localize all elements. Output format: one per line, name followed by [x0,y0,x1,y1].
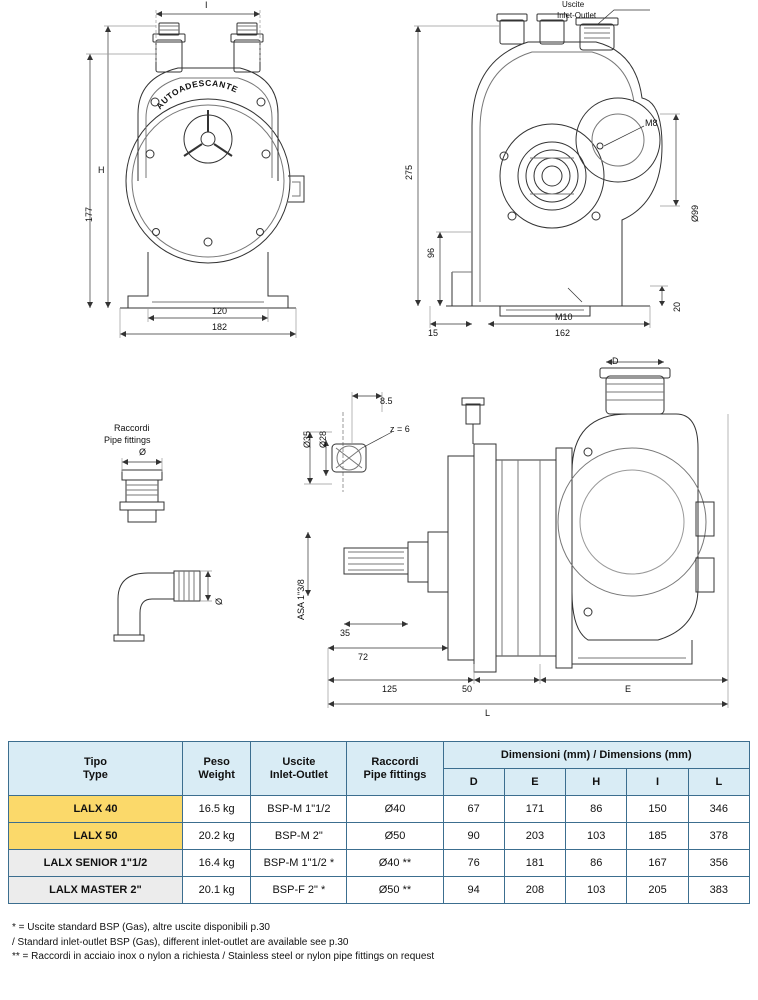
header-L: L [688,769,749,796]
header-E: E [504,769,565,796]
dim-E-label: E [625,684,632,694]
header-outlet [251,742,347,796]
cell-E: 203 [504,823,565,850]
cell-outlet: BSP-M 2" [251,823,347,850]
dim-I-label: I [205,0,208,10]
cell-E: 181 [504,850,565,877]
cell-H: 103 [566,823,627,850]
svg-text:AUTOADESCANTE: AUTOADESCANTE [153,77,240,111]
cell-fittings: Ø50 [347,823,443,850]
cell-I: 205 [627,877,688,904]
footnote-3: ** = Raccordi in acciaio inox o nylon a richiesta / Stainless steel or nylon pipe fittings on request [12,951,435,962]
dim-L-label: L [485,708,491,718]
header-D: D [443,769,504,796]
section-assembly-drawing [288,352,748,732]
cell-H: 86 [566,796,627,823]
specs-table [8,741,750,904]
side-view-drawing [400,6,750,346]
cell-L: 378 [688,823,749,850]
header-fittings [347,742,443,796]
cell-D: 67 [443,796,504,823]
cell-outlet: BSP-M 1"1/2 [251,796,347,823]
header-I: I [627,769,688,796]
dim-D-label: D [612,356,619,366]
cell-D: 90 [443,823,504,850]
footnote-1: * = Uscite standard BSP (Gas), altre uscite disponibili p.30 [12,922,270,933]
cell-fittings: Ø50 ** [347,877,443,904]
dim-177-label: 177 [84,206,94,222]
dim-35-label: 35 [340,628,351,638]
cell-fittings: Ø40 ** [347,850,443,877]
cell-I: 185 [627,823,688,850]
header-outlet-en: Inlet-Outlet [269,768,328,781]
front-view-drawing [60,6,390,346]
table-row [9,823,750,850]
cell-outlet: BSP-F 2" * [251,877,347,904]
cell-E: 171 [504,796,565,823]
header-H: H [566,769,627,796]
cell-outlet: BSP-M 1"1/2 * [251,850,347,877]
header-dimensions-group: Dimensioni (mm) / Dimensions (mm) [443,742,749,769]
header-weight [182,742,250,796]
cell-type: LALX MASTER 2" [9,877,183,904]
cell-H: 103 [566,877,627,904]
fitting-straight-drawing [88,452,198,532]
fittings-title-it: Raccordi [114,423,150,433]
header-type-it: Tipo [83,755,107,768]
dim-d35-label: Ø35 [302,430,312,448]
footnote-2: / Standard inlet-outlet BSP (Gas), different inlet-outlet are available see p.30 [12,936,349,948]
table-row [9,850,750,877]
dim-asa-label: ASA 1"3/8 [296,579,306,620]
footnotes [12,921,434,965]
cell-I: 150 [627,796,688,823]
dim-z6-label: z = 6 [390,424,410,434]
dim-M10-label: M10 [555,312,573,322]
dim-50-label: 50 [462,684,473,694]
header-fittings-en: Pipe fittings [363,768,427,781]
cell-L: 356 [688,850,749,877]
dim-120-label: 120 [212,306,228,316]
fitting-diameter-top: Ø [139,447,147,457]
specs-table-wrapper [8,741,750,904]
dim-15-label: 15 [428,328,439,338]
dim-96-label: 96 [426,247,436,258]
table-row [9,877,750,904]
cell-L: 346 [688,796,749,823]
cell-H: 86 [566,850,627,877]
dim-d28-label: Ø28 [318,430,328,448]
cell-weight: 20.1 kg [182,877,250,904]
cell-D: 76 [443,850,504,877]
outlet-callout-line1: Uscite [562,0,585,9]
dim-H-label: H [98,165,105,175]
cell-D: 94 [443,877,504,904]
cell-fittings: Ø40 [347,796,443,823]
dim-125-label: 125 [382,684,398,694]
cell-type: LALX 40 [9,796,183,823]
cell-L: 383 [688,877,749,904]
fitting-elbow-drawing [88,555,218,645]
cell-E: 208 [504,877,565,904]
cell-weight: 16.4 kg [182,850,250,877]
header-weight-it: Peso [203,755,230,768]
header-outlet-it: Uscite [282,755,316,768]
cell-weight: 16.5 kg [182,796,250,823]
dim-162-label: 162 [555,328,571,338]
fitting-diameter-bottom: Ø [214,597,224,605]
cell-weight: 20.2 kg [182,823,250,850]
header-type [9,742,183,796]
header-type-en: Type [83,768,108,781]
table-row [9,796,750,823]
cell-type: LALX 50 [9,823,183,850]
cell-type: LALX SENIOR 1"1/2 [9,850,183,877]
fittings-title-en: Pipe fittings [104,435,151,445]
cell-I: 167 [627,850,688,877]
dim-72-label: 72 [358,652,369,662]
dim-85-label: 8.5 [380,396,393,406]
outlet-callout-line2: Inlet-Outlet [557,11,597,20]
header-fittings-it: Raccordi [371,755,419,768]
dim-d99-label: Ø99 [690,204,700,222]
dim-275-label: 275 [404,164,414,180]
dim-20-label: 20 [672,301,682,312]
table-header-row-1 [9,742,750,769]
header-weight-en: Weight [198,768,235,781]
dim-182-label: 182 [212,322,228,332]
specs-table-body [9,796,750,904]
dim-M8-label: M8 [645,118,658,128]
